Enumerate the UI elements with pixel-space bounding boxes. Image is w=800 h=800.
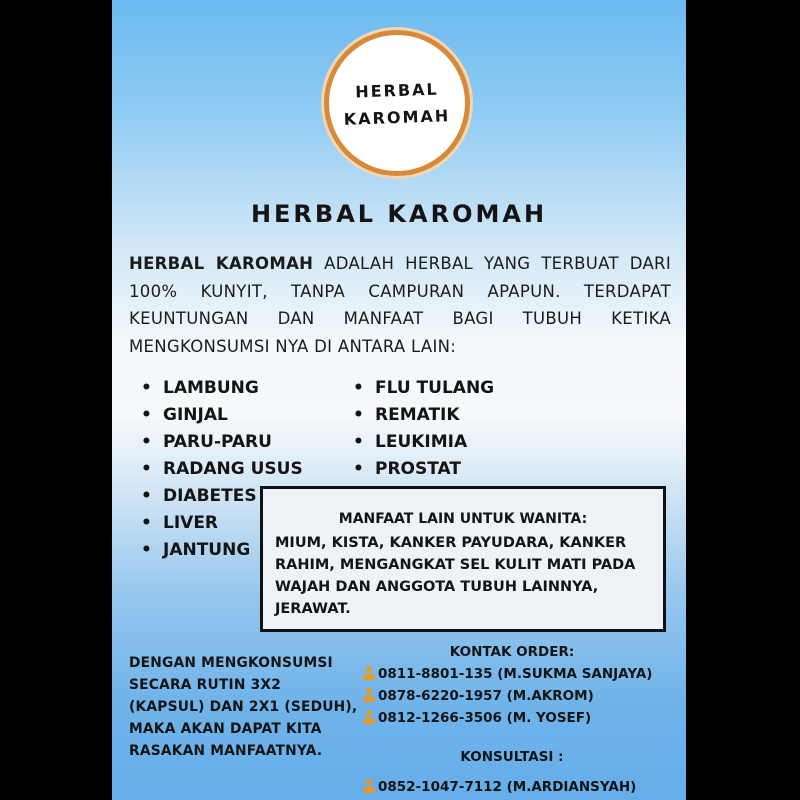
spacer bbox=[362, 729, 662, 746]
list-item: • FLU TULANG bbox=[350, 375, 494, 402]
list-item: • JANTUNG bbox=[138, 537, 303, 564]
person-icon bbox=[362, 779, 376, 793]
poster bbox=[112, 0, 686, 800]
left-black-border bbox=[0, 0, 112, 800]
list-item: • REMATIK bbox=[350, 402, 494, 429]
intro-brand: HERBAL KAROMAH bbox=[129, 254, 314, 273]
right-black-border bbox=[686, 0, 800, 800]
women-benefits-text: MIUM, KISTA, KANKER PAYUDARA, KANKER RAHIM, MENGANGKAT SEL KULIT MATI PADA WAJAH DAN ANGGOTA TUBUH LAINNYA, JERAWAT. bbox=[275, 535, 636, 617]
list-item: • RADANG USUS bbox=[138, 456, 303, 483]
order-heading: KONTAK ORDER: bbox=[449, 644, 575, 660]
logo bbox=[329, 35, 465, 171]
list-item: • GINJAL bbox=[138, 402, 303, 429]
logo-text-line2: KAROMAH bbox=[343, 106, 451, 129]
list-item: • PARU-PARU bbox=[138, 429, 303, 456]
consult-contact bbox=[362, 776, 662, 798]
usage-instructions: DENGAN MENGKONSUMSI SECARA RUTIN 3X2 (KAPSUL) DAN 2X1 (SEDUH), MAKA AKAN DAPAT KITA RASAKAN MANFAATNYA. bbox=[129, 655, 358, 759]
women-benefits-heading: MANFAAT LAIN UNTUK WANITA: bbox=[338, 511, 588, 527]
logo-text-line1: HERBAL bbox=[354, 79, 440, 102]
order-contact bbox=[362, 707, 662, 729]
list-item: • LAMBUNG bbox=[138, 375, 303, 402]
order-contact-text: 0811-8801-135 (M.SUKMA SANJAYA) bbox=[378, 666, 653, 682]
page-title: HERBAL KAROMAH bbox=[250, 200, 548, 228]
benefits-list-right bbox=[350, 375, 494, 483]
list-item: • LIVER bbox=[138, 510, 303, 537]
consult-heading: KONSULTASI : bbox=[460, 749, 564, 765]
contact-section bbox=[362, 641, 662, 798]
intro-text: ADALAH HERBAL YANG TERBUAT DARI 100% KUNYIT, TANPA CAMPURAN APAPUN. TERDAPAT KEUNTUNGAN DAN MANFAAT BAGI TUBUH KETIKA MENGKONSUMSI NYA DI ANTARA LAIN: bbox=[129, 254, 671, 356]
order-contact-text: 0878-6220-1957 (M.AKROM) bbox=[378, 688, 594, 704]
spacer bbox=[362, 768, 662, 776]
person-icon bbox=[362, 688, 376, 702]
order-contact bbox=[362, 685, 662, 707]
women-benefits-box bbox=[260, 486, 666, 632]
list-item: • LEUKIMIA bbox=[350, 429, 494, 456]
person-icon bbox=[362, 710, 376, 724]
consult-contact-text: 0852-1047-7112 (M.ARDIANSYAH) bbox=[378, 779, 637, 795]
order-contact bbox=[362, 663, 662, 685]
person-icon bbox=[362, 666, 376, 680]
intro-paragraph bbox=[129, 250, 671, 360]
order-contact-text: 0812-1266-3506 (M. YOSEF) bbox=[378, 710, 592, 726]
list-item: • DIABETES bbox=[138, 483, 303, 510]
list-item: • PROSTAT bbox=[350, 456, 494, 483]
